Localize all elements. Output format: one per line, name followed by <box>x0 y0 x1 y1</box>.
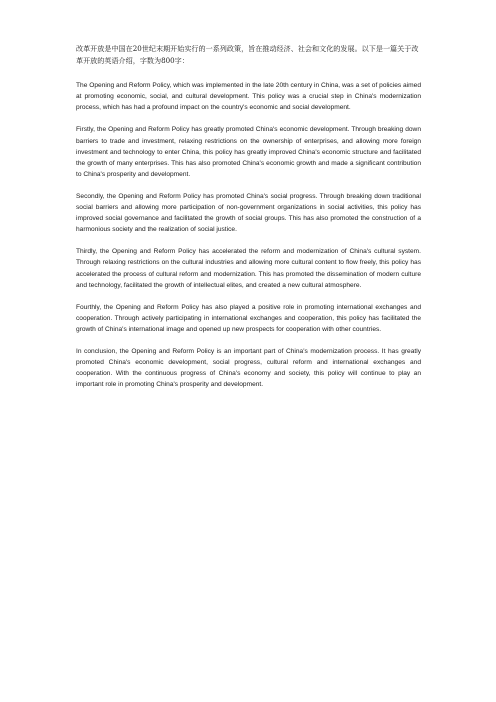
body-paragraph-1: The Opening and Reform Policy, which was implemented in the late 20th century in China, was a set of policies aimed at promoting economic, social, and cultural development. This policy was a crucial step in China's modernization process, which has had a profound impact on the country's economic and social development. <box>76 82 421 112</box>
body-paragraph-4: Thirdly, the Opening and Reform Policy has accelerated the reform and modernization of China's cultural system. Through relaxing restrictions on the cultural industries and allowing more cultural content to flow freely, this policy has accelerated the process of cultural reform and modernization. This has promoted the dissemination of modern culture and technology, facilitated the growth of intellectual elites, and created a new cultural atmosphere. <box>76 248 421 289</box>
document-body <box>76 43 421 401</box>
intro-paragraph: 改革开放是中国在20世纪末期开始实行的一系列政策，旨在推动经济、社会和文化的发展。以下是一篇关于改革开放的英语介绍，字数为800字： <box>76 44 419 65</box>
body-paragraph-3: Secondly, the Opening and Reform Policy has promoted China's social progress. Through breaking down traditional social barriers and allowing more participation of non-government organizations in social activities, this policy has improved social governance and facilitated the growth of social groups. This has also promoted the construction of a harmonious society and the realization of social justice. <box>76 192 421 234</box>
body-paragraph-5: Fourthly, the Opening and Reform Policy has also played a positive role in promoting international exchanges and cooperation. Through actively participating in international exchanges and cooperation, this policy has facilitated the growth of China's international image and opened up new prospects for cooperation with other countries. <box>76 303 421 333</box>
body-paragraph-2: Firstly, the Opening and Reform Policy has greatly promoted China's economic development. Through breaking down barriers to trade and investment, relaxing restrictions on the ownership of enterprises, and allowing more foreign investment and technology to enter China, this policy has greatly improved China's economic structure and facilitated the growth of many enterprises. This has also promoted China's economic growth and made a significant contribution to China's prosperity and development. <box>76 126 421 178</box>
body-paragraph-6: In conclusion, the Opening and Reform Policy is an important part of China's modernization process. It has greatly promoted China's economic development, social progress, cultural reform and international exchanges and cooperation. With the continuous progress of China's economy and society, this policy will continue to play an important role in promoting China's prosperity and development. <box>76 347 421 389</box>
